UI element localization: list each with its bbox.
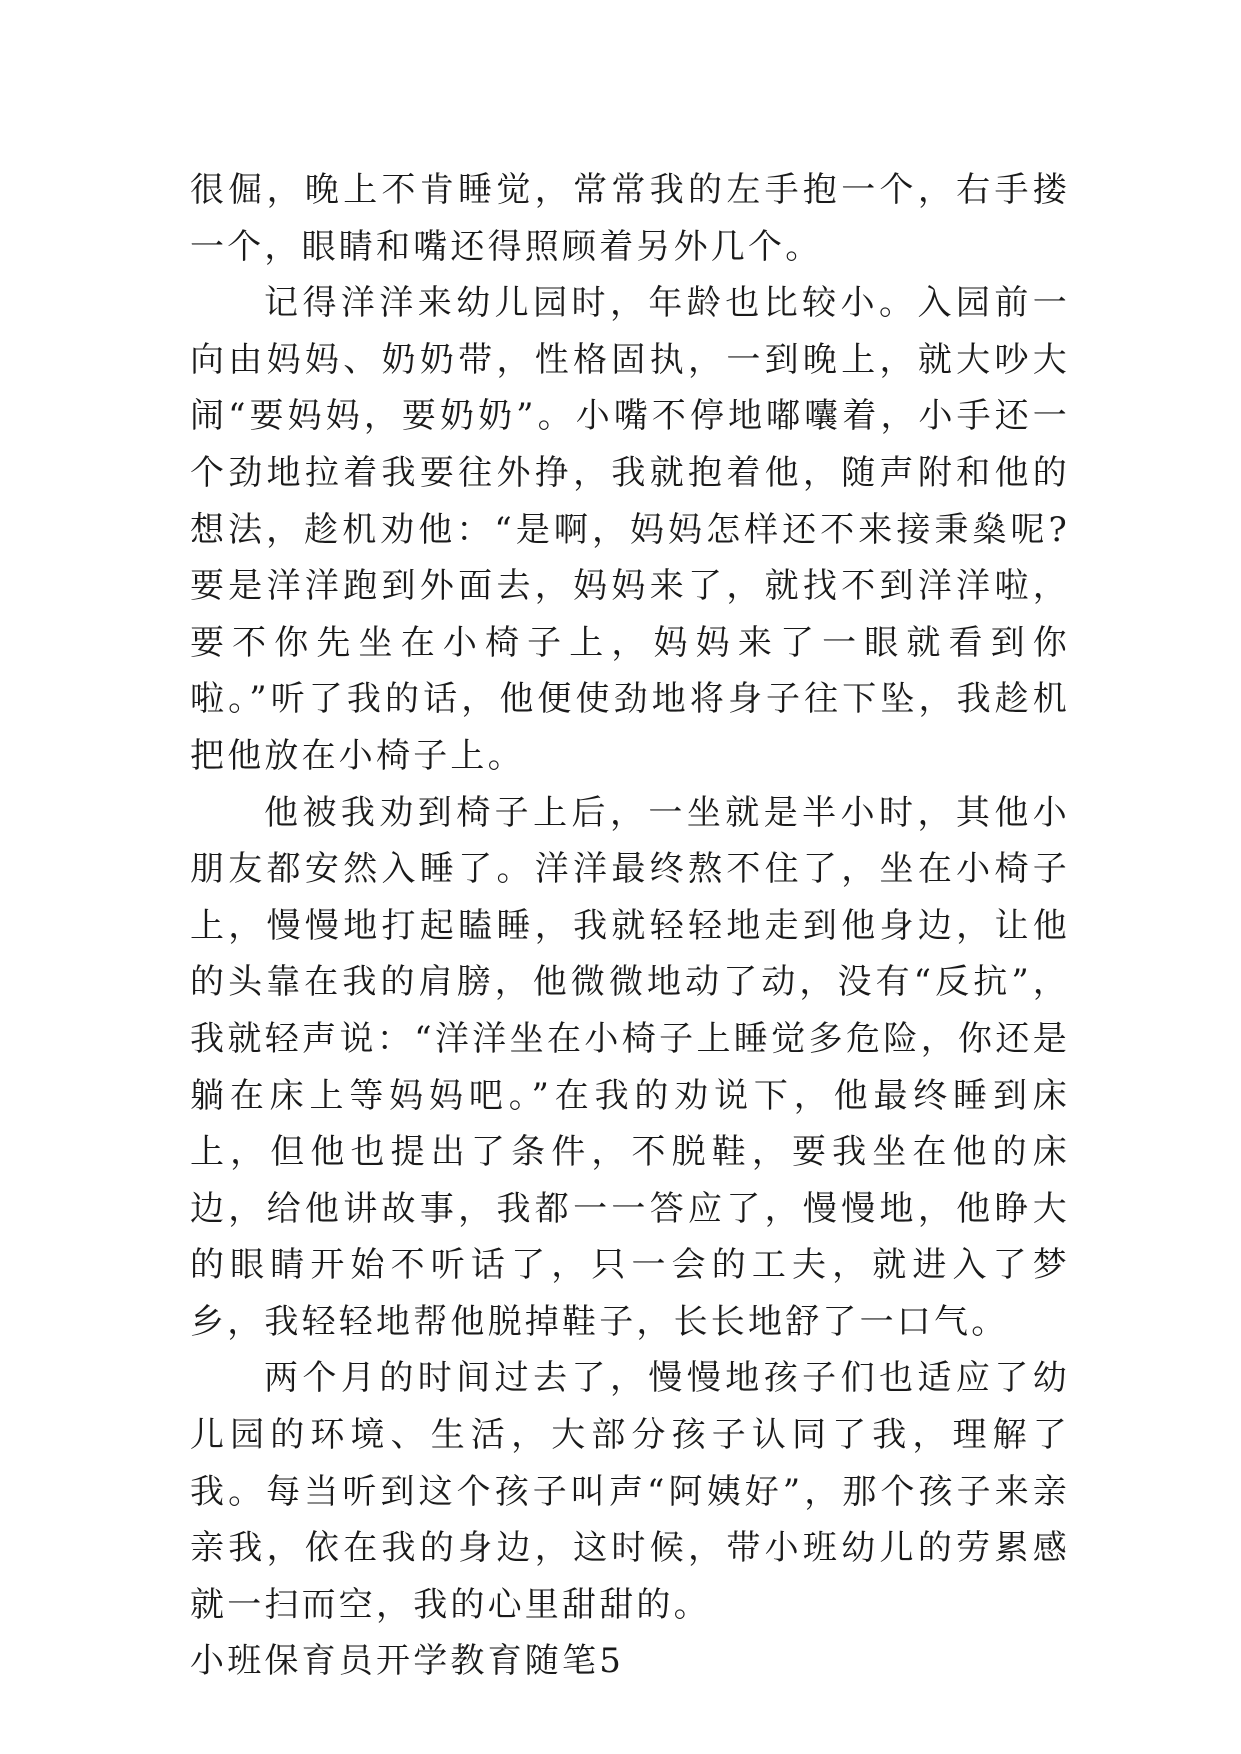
section-title: 小班保育员开学教育随笔5 (190, 1641, 625, 1682)
document-body (190, 162, 1070, 1690)
paragraph-4: 两个月的时间过去了，慢慢地孩子们也适应了幼儿园的环境、生活，大部分孩子认同了我，理解了我。每当听到这个孩子叫声“阿姨好”，那个孩子来亲亲我，依在我的身边，这时候，带小班幼儿的劳累感就一扫而空，我的心里甜甜的。 (190, 1358, 1070, 1625)
paragraph-3: 他被我劝到椅子上后，一坐就是半小时，其他小朋友都安然入睡了。洋洋最终熬不住了，坐在小椅子上，慢慢地打起瞌睡，我就轻轻地走到他身边，让他的头靠在我的肩膀，他微微地动了动，没有“反抗”，我就轻声说：“洋洋坐在小椅子上睡觉多危险，你还是躺在床上等妈妈吧。”在我的劝说下，他最终睡到床上，但他也提出了条件，不脱鞋，要我坐在他的床边，给他讲故事，我都一一答应了，慢慢地，他睁大的眼睛开始不听话了，只一会的工夫，就进入了梦乡，我轻轻地帮他脱掉鞋子，长长地舒了一口气。 (190, 792, 1070, 1342)
paragraph-2: 记得洋洋来幼儿园时，年龄也比较小。入园前一向由妈妈、奶奶带，性格固执，一到晚上，就大吵大闹“要妈妈，要奶奶”。小嘴不停地嘟囔着，小手还一个劲地拉着我要往外挣，我就抱着他，随声附和他的想法，趁机劝他：“是啊，妈妈怎样还不来接秉燊呢?要是洋洋跑到外面去，妈妈来了，就找不到洋洋啦，要不你先坐在小椅子上，妈妈来了一眼就看到你啦。”听了我的话，他便使劲地将身子往下坠，我趁机把他放在小椅子上。 (190, 283, 1070, 776)
paragraph-1: 很倔，晚上不肯睡觉，常常我的左手抱一个，右手搂一个，眼睛和嘴还得照顾着另外几个。 (190, 170, 1070, 267)
